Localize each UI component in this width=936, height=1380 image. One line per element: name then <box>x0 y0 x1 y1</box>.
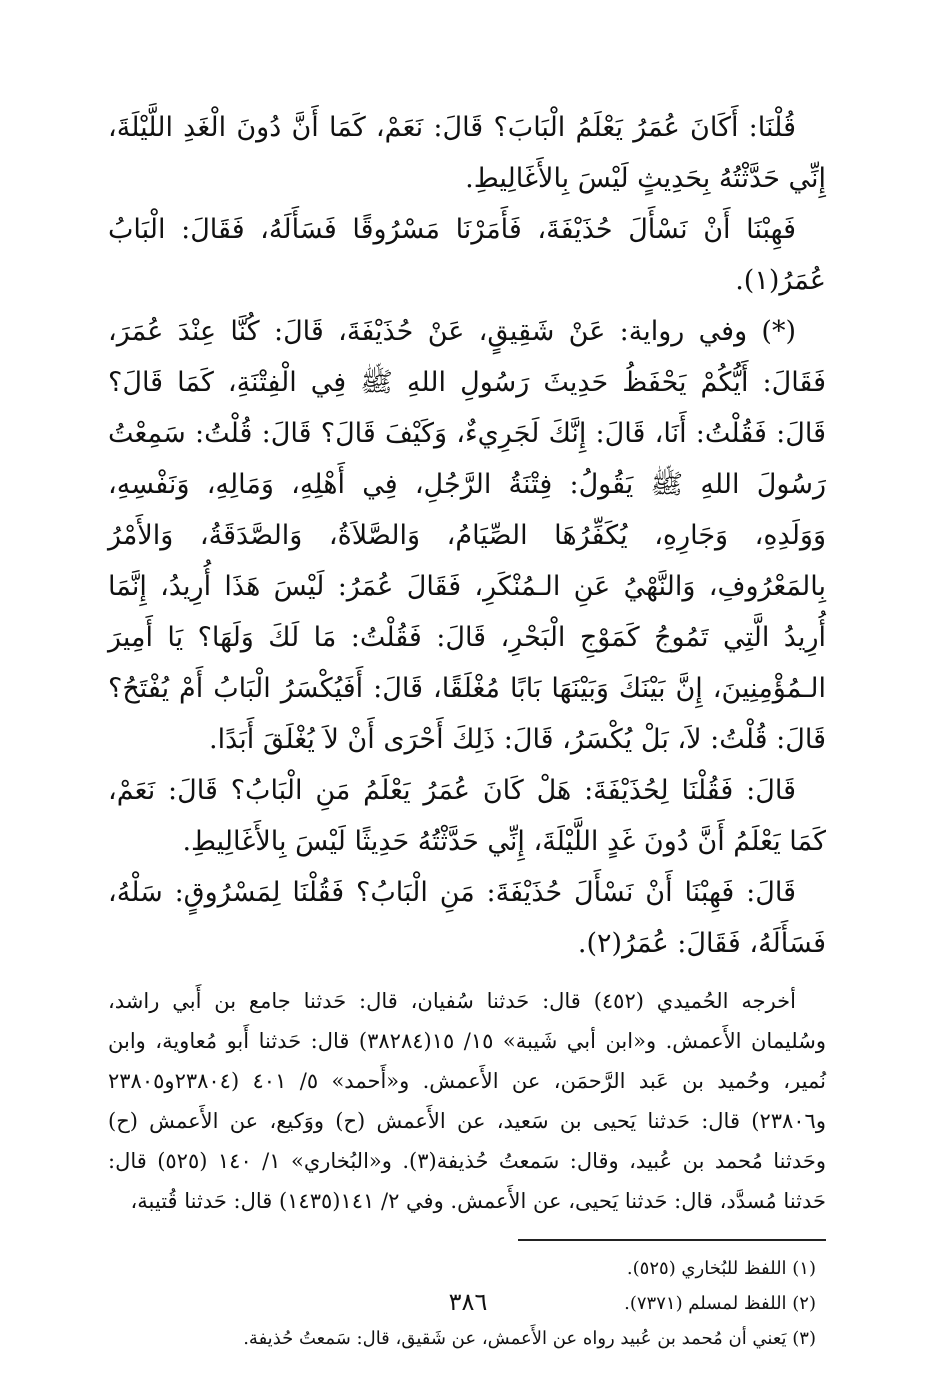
paragraph-hudhayfa-answer: قَالَ: فَقُلْنَا لِحُذَيْفَةَ: هَلْ كَانَ عُمَرُ يَعْلَمُ مَنِ الْبَابُ؟ قَالَ: نَعَمْ، كَمَا يَعْلَمُ أَنَّ دُونَ غَدٍ اللَّيْلَةَ، إِنِّي حَدَّثْتُهُ حَدِيثًا لَيْسَ بِالأَغَالِيطِ. <box>108 775 826 857</box>
hadith-text <box>108 102 826 969</box>
footnote-2: (٢) اللفظ لمسلم (٧٣٧١). <box>624 1293 816 1314</box>
takhrij-text: أخرجه الحُميدي (٤٥٢) قال: حَدثنا سُفيان، قال: حَدثنا جامع بن أَبي راشد، وسُليمان الأَعمش. و«ابن أبي شَيبة» ١٥/ ١٥(٣٨٢٨٤) قال: حَدثنا أَبو مُعاوية، وابن نُمير، وحُميد بن عَبد الرَّحمَن، عن الأَعمش. و«أَحمد» ٥/ ٤٠١ (٢٣٨٠٤و٢٣٨٠٥ و٢٣٨٠٦) قال: حَدثنا يَحيى بن سَعيد، عن الأَعمش (ح) ووَكيع، عن الأَعمش (ح) وحَدثنا مُحمد بن عُبيد، وقال: سَمعتُ حُذيفة(٣). و«البُخاري» ١/ ١٤٠ (٥٢٥) قال: حَدثنا مُسدَّد، قال: حَدثنا يَحيى، عن الأَعمش. وفي ٢/ ١٤١(١٤٣٥) قال: حَدثنا قُتيبة، <box>108 989 826 1213</box>
page-number: ٣٨٦ <box>448 1288 488 1316</box>
page-body <box>108 102 826 1356</box>
paragraph-question-umar: قُلْنَا: أَكَانَ عُمَرُ يَعْلَمُ الْبَابَ؟ قَالَ: نَعَمْ، كَمَا أَنَّ دُونَ الْغَدِ اللَّيْلَةَ، إِنِّي حَدَّثْتُهُ بِحَدِيثٍ لَيْسَ بِالأَغَالِيطِ. <box>108 112 826 194</box>
footnote-1: (١) اللفظ للبُخاري (٥٢٥). <box>626 1258 816 1279</box>
paragraph-riwaya-shaqiq: (*) وفي رواية: عَنْ شَقِيقٍ، عَنْ حُذَيْفَةَ، قَالَ: كُنَّا عِنْدَ عُمَرَ، فَقَالَ: أَيُّكُمْ يَحْفَظُ حَدِيثَ رَسُولِ اللهِ ﷺ فِي الْفِتْنَةِ، كَمَا قَالَ؟ قَالَ: فَقُلْتُ: أَنَا، قَالَ: إِنَّكَ لَجَرِيءٌ، وَكَيْفَ قَالَ؟ قَالَ: قُلْتُ: سَمِعْتُ رَسُولَ اللهِ ﷺ يَقُولُ: فِتْنَةُ الرَّجُلِ، فِي أَهْلِهِ، وَمَالِهِ، وَنَفْسِهِ، وَوَلَدِهِ، وَجَارِهِ، يُكَفِّرُهَا الصِّيَامُ، وَالصَّلاَةُ، وَالصَّدَقَةُ، وَالأَمْرُ بِالمَعْرُوفِ، وَالنَّهْيُ عَنِ الـمُنْكَرِ، فَقَالَ عُمَرُ: لَيْسَ هَذَا أُرِيدُ، إِنَّمَا أُرِيدُ الَّتِي تَمُوجُ كَمَوْجِ الْبَحْرِ، قَالَ: فَقُلْتُ: مَا لَكَ وَلَهَا؟ يَا أَمِيرَ الـمُؤْمِنِينَ، إِنَّ بَيْنَكَ وَبَيْنَهَا بَابًا مُغْلَقًا، قَالَ: أَفَيُكْسَرُ الْبَابُ أَمْ يُفْتَحُ؟ قَالَ: قُلْتُ: لاَ، بَلْ يُكْسَرُ، قَالَ: ذَلِكَ أَحْرَى أَنْ لاَ يُغْلَقَ أَبَدًا. <box>108 316 826 755</box>
footnote-3: (٣) يَعني أن مُحمد بن عُبيد رواه عن الأَعمش، عن شَقيق، قال: سَمعتُ حُذيفة. <box>243 1328 816 1349</box>
paragraph-masruq-asks: فَهِبْنَا أَنْ نَسْأَلَ حُذَيْفَةَ، فَأَمَرْنَا مَسْرُوقًا فَسَأَلَهُ، فَقَالَ: الْبَابُ عُمَرُ(١). <box>108 214 826 296</box>
footnote-divider <box>518 1239 826 1241</box>
paragraph-final-answer: قَالَ: فَهِبْنَا أَنْ نَسْأَلَ حُذَيْفَةَ: مَنِ الْبَابُ؟ فَقُلْنَا لِمَسْرُوقٍ: سَلْهُ، فَسَأَلَهُ، فَقَالَ: عُمَرُ(٢). <box>108 877 826 959</box>
takhrij-section <box>108 981 826 1221</box>
